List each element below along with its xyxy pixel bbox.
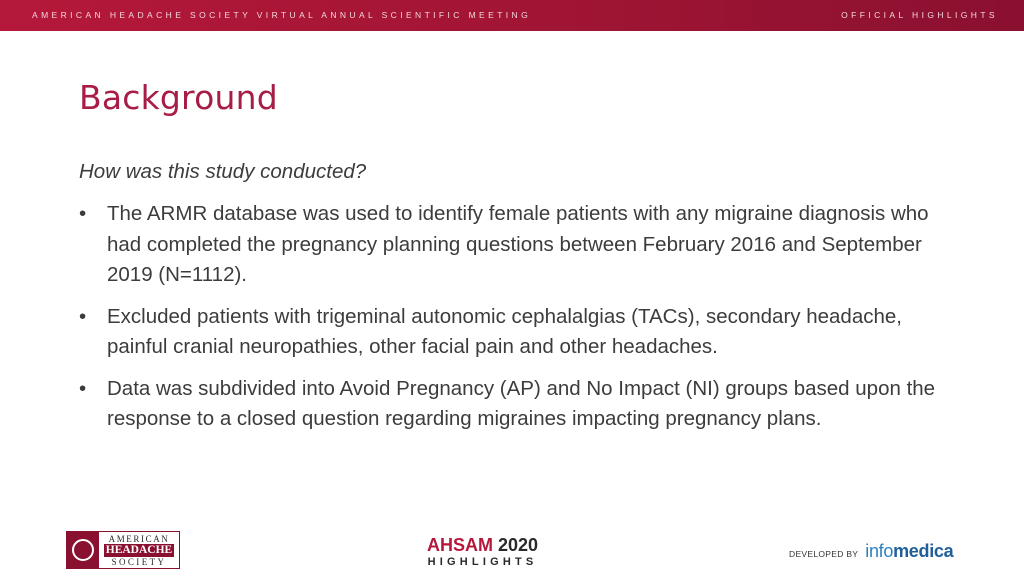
ahsam-subtitle: HIGHLIGHTS [427,556,538,568]
ahsam-highlights-logo [427,535,538,569]
header-bar [0,0,1024,31]
ahs-seal-icon [67,532,99,568]
bullet-item: • Excluded patients with trigeminal autonomic cephalalgias (TACs), secondary headache, painful cranial neuropathies, other facial pain and other headaches. [79,302,959,363]
logo-line-society: SOCIETY [111,556,167,567]
header-official-highlights: OFFICIAL HIGHLIGHTS [841,10,998,20]
bullet-list [79,199,959,446]
slide-title: Background [79,78,278,117]
developed-by-label: DEVELOPED BY [789,549,859,559]
american-headache-society-logo [66,531,180,569]
header-meeting-title: AMERICAN HEADACHE SOCIETY VIRTUAL ANNUAL SCIENTIFIC MEETING [32,10,532,20]
bullet-item: • The ARMR database was used to identify female patients with any migraine diagnosis who had completed the pregnancy planning questions between February 2016 and September 2019 (N=1112). [79,199,959,291]
slide-question: How was this study conducted? [79,160,367,183]
ahsam-label: AHSAM [427,535,493,555]
logo-line-american: AMERICAN [108,533,170,544]
logo-line-headache: HEADACHE [105,543,173,556]
ahsam-year: 2020 [498,535,539,555]
infomedica-logo-info: info [865,541,894,561]
bullet-item: • Data was subdivided into Avoid Pregnancy (AP) and No Impact (NI) groups based upon the response to a closed question regarding migraines impacting pregnancy plans. [79,374,959,435]
developed-by-infomedica [789,541,953,562]
infomedica-logo-medica: medica [893,541,954,561]
